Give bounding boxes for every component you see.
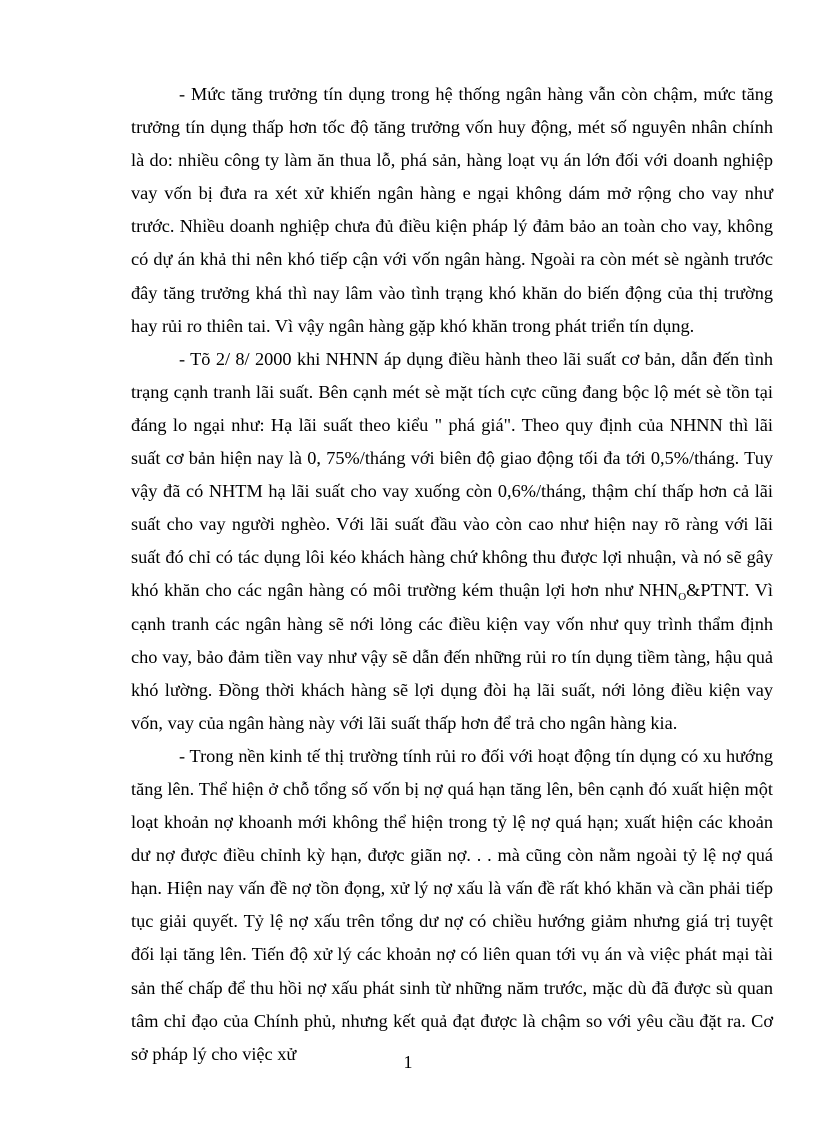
paragraph-credit-risk: - Trong nền kinh tế thị trường tính rủi ro đối với hoạt động tín dụng có xu hướng tăng lên. Thể hiện ở chỗ tổng số vốn bị nợ quá hạn tăng lên, bên cạnh đó xuất hiện một loạt khoản nợ khoanh mới không thể hiện trong tỷ lệ nợ quá hạn; xuất hiện các khoản dư nợ được điều chỉnh kỳ hạn, được giãn nợ. . . mà cũng còn nằm ngoài tỷ lệ nợ quá hạn. Hiện nay vấn đề nợ tồn đọng, xử lý nợ xấu là vấn đề rất khó khăn và cần phải tiếp tục giải quyết. Tỷ lệ nợ xấu trên tổng dư nợ có chiều hướng giảm nhưng giá trị tuyệt đối lại tăng lên. Tiến độ xử lý các khoản nợ có liên quan tới vụ án và việc phát mại tài sản thế chấp để thu hồi nợ xấu phát sinh từ những năm trước, mặc dù đã được sù quan tâm chỉ đạo của Chính phủ, nhưng kết quả đạt được là chậm so với yêu cầu đặt ra. Cơ sở pháp lý cho việc xử bbox=[131, 745, 773, 1064]
paragraph-interest-rate-text-before: - Tõ 2/ 8/ 2000 khi NHNN áp dụng điều hành theo lãi suất cơ bản, dẫn đến tình trạng cạnh tranh lãi suất. Bên cạnh mét sè mặt tích cực cũng đang bộc lộ mét sè tồn tại đáng lo ngại như: Hạ lãi suất theo kiểu " phá giá". Theo quy định của NHNN thì lãi suất cơ bản hiện nay là 0, 75%/tháng với biên độ giao động tối đa tới 0,5%/tháng. Tuy vậy đã có NHTM hạ lãi suất cho vay xuống còn 0,6%/tháng, thậm chí thấp hơn cả lãi suất cho vay người nghèo. Với lãi suất đầu vào còn cao như hiện nay rõ ràng với lãi suất đó chỉ có tác dụng lôi kéo khách hàng chứ không thu được lợi nhuận, và nó sẽ gây khó khăn cho các ngân hàng có môi trường kém thuận lợi hơn như NHN bbox=[131, 348, 773, 601]
paragraph-interest-rate-text-after: &PTNT. Vì cạnh tranh các ngân hàng sẽ nới lỏng các điều kiện vay vốn như quy trình thẩm định cho vay, bảo đảm tiền vay như vậy sẽ dẫn đến những rủi ro tín dụng tiềm tàng, hậu quả khó lường. Đồng thời khách hàng sẽ lợi dụng đòi hạ lãi suất, nới lỏng điều kiện vay vốn, vay của ngân hàng này với lãi suất thấp hơn để trả cho ngân hàng kia. bbox=[131, 580, 773, 733]
subscript-o: O bbox=[678, 591, 687, 604]
page-number: 1 bbox=[403, 1052, 413, 1072]
paragraph-interest-rate bbox=[131, 343, 773, 740]
document-body bbox=[131, 78, 773, 1071]
paragraph-credit-growth: - Mức tăng trưởng tín dụng trong hệ thống ngân hàng vẫn còn chậm, mức tăng trưởng tín dụng thấp hơn tốc độ tăng trưởng vốn huy động, mét số nguyên nhân chính là do: nhiều công ty làm ăn thua lỗ, phá sản, hàng loạt vụ án lớn đối với doanh nghiệp vay vốn bị đưa ra xét xử khiến ngân hàng e ngại không dám mở rộng cho vay như trước. Nhiều doanh nghiệp chưa đủ điều kiện pháp lý đảm bảo an toàn cho vay, không có dự án khả thi nên khó tiếp cận với vốn ngân hàng. Ngoài ra còn mét sè ngành trước đây tăng trưởng khá thì nay lâm vào tình trạng khó khăn do biến động của thị trường hay rủi ro thiên tai. Vì vậy ngân hàng gặp khó khăn trong phát triển tín dụng. bbox=[131, 84, 773, 336]
